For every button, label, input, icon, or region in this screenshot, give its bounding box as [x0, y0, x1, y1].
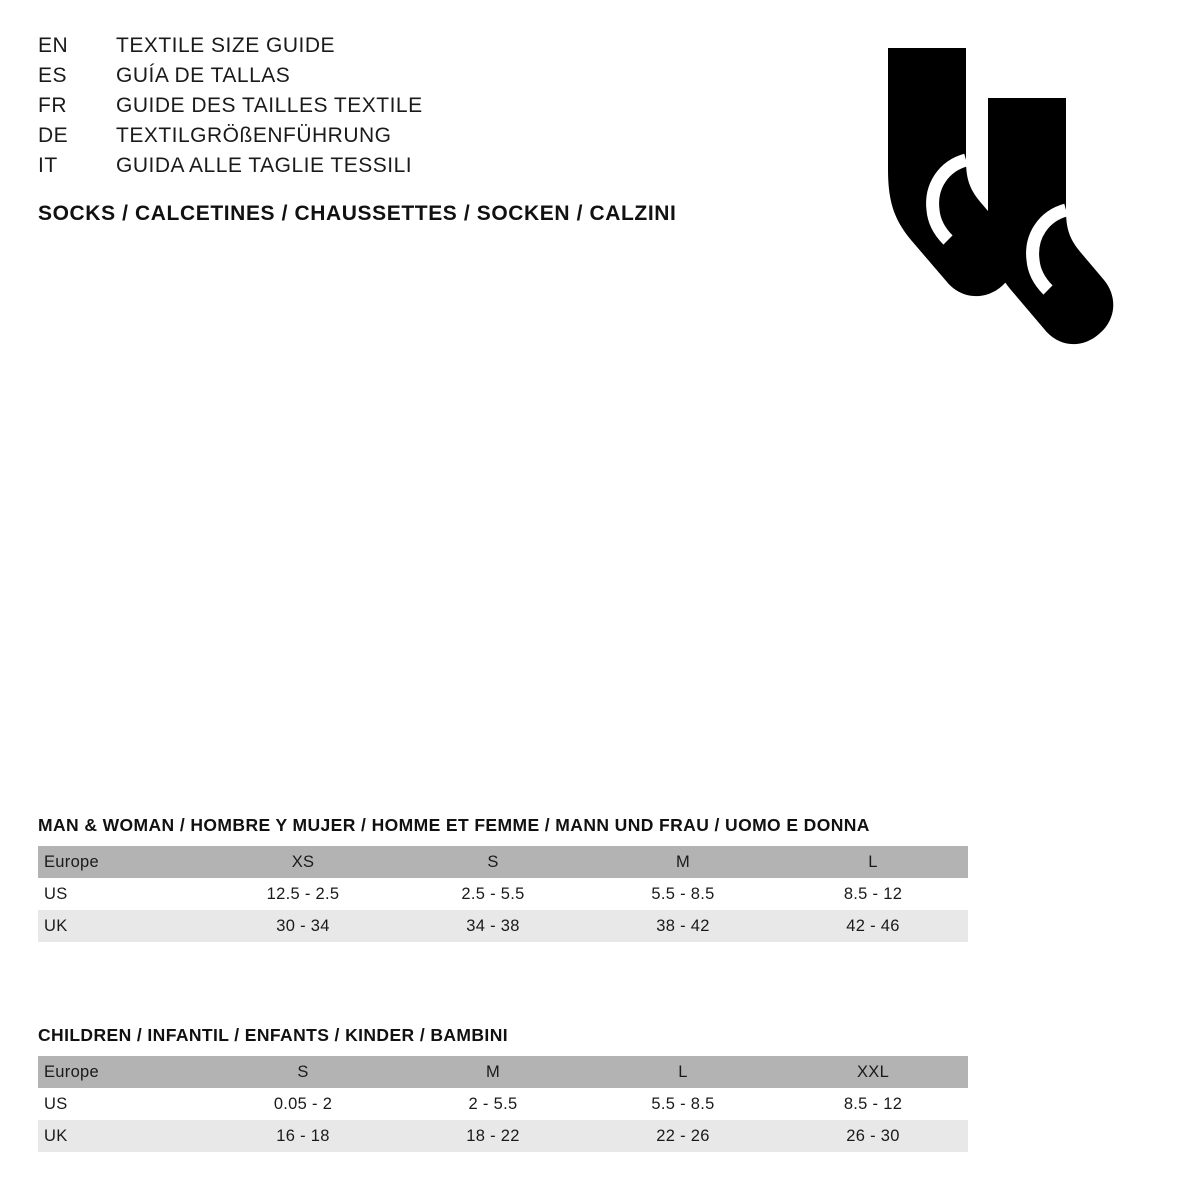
size-cell: S — [398, 846, 588, 878]
row-label: UK — [38, 910, 208, 942]
row-label: Europe — [38, 846, 208, 878]
size-cell: 12.5 - 2.5 — [208, 878, 398, 910]
size-cell: 30 - 34 — [208, 910, 398, 942]
children-size-block — [38, 1025, 968, 1152]
size-cell: 16 - 18 — [208, 1120, 398, 1152]
table-row — [38, 1056, 968, 1088]
size-cell: 42 - 46 — [778, 910, 968, 942]
table-row — [38, 1088, 968, 1120]
language-row-fr — [38, 94, 798, 124]
size-cell: 0.05 - 2 — [208, 1088, 398, 1120]
size-cell: XS — [208, 846, 398, 878]
size-cell: XXL — [778, 1056, 968, 1088]
adult-block-title: MAN & WOMAN / HOMBRE Y MUJER / HOMME ET FEMME / MANN UND FRAU / UOMO E DONNA — [38, 815, 870, 835]
language-code: FR — [38, 94, 67, 117]
row-label: Europe — [38, 1056, 208, 1088]
size-cell: M — [588, 846, 778, 878]
size-cell: 5.5 - 8.5 — [588, 878, 778, 910]
table-row — [38, 1120, 968, 1152]
row-label: US — [38, 1088, 208, 1120]
language-title: GUIDE DES TAILLES TEXTILE — [116, 94, 423, 117]
children-size-table — [38, 1056, 968, 1152]
size-cell: 5.5 - 8.5 — [588, 1088, 778, 1120]
size-cell: 8.5 - 12 — [778, 1088, 968, 1120]
size-cell: 34 - 38 — [398, 910, 588, 942]
language-code: ES — [38, 64, 68, 87]
language-row-it — [38, 154, 798, 184]
adult-size-block — [38, 815, 968, 942]
language-row-en — [38, 34, 798, 64]
size-cell: 8.5 - 12 — [778, 878, 968, 910]
size-cell: L — [778, 846, 968, 878]
adult-size-table — [38, 846, 968, 942]
product-category-line: SOCKS / CALCETINES / CHAUSSETTES / SOCKEN / CALZINI — [38, 202, 677, 225]
size-guide-header — [38, 34, 798, 226]
size-cell: 2.5 - 5.5 — [398, 878, 588, 910]
size-cell: 38 - 42 — [588, 910, 778, 942]
row-label: US — [38, 878, 208, 910]
size-cell: 18 - 22 — [398, 1120, 588, 1152]
table-row — [38, 878, 968, 910]
language-title: GUÍA DE TALLAS — [116, 64, 291, 87]
row-label: UK — [38, 1120, 208, 1152]
children-block-title: CHILDREN / INFANTIL / ENFANTS / KINDER / BAMBINI — [38, 1025, 508, 1045]
language-title: TEXTILE SIZE GUIDE — [116, 34, 336, 57]
language-title: TEXTILGRÖßENFÜHRUNG — [116, 124, 392, 147]
language-row-es — [38, 64, 798, 94]
size-cell: M — [398, 1056, 588, 1088]
socks-icon — [800, 30, 1130, 360]
size-cell: 26 - 30 — [778, 1120, 968, 1152]
table-row — [38, 910, 968, 942]
language-code: IT — [38, 154, 58, 177]
size-cell: S — [208, 1056, 398, 1088]
language-title: GUIDA ALLE TAGLIE TESSILI — [116, 154, 413, 177]
language-row-de — [38, 124, 798, 154]
size-cell: L — [588, 1056, 778, 1088]
table-row — [38, 846, 968, 878]
language-code: EN — [38, 34, 69, 57]
language-code: DE — [38, 124, 69, 147]
size-cell: 22 - 26 — [588, 1120, 778, 1152]
size-cell: 2 - 5.5 — [398, 1088, 588, 1120]
